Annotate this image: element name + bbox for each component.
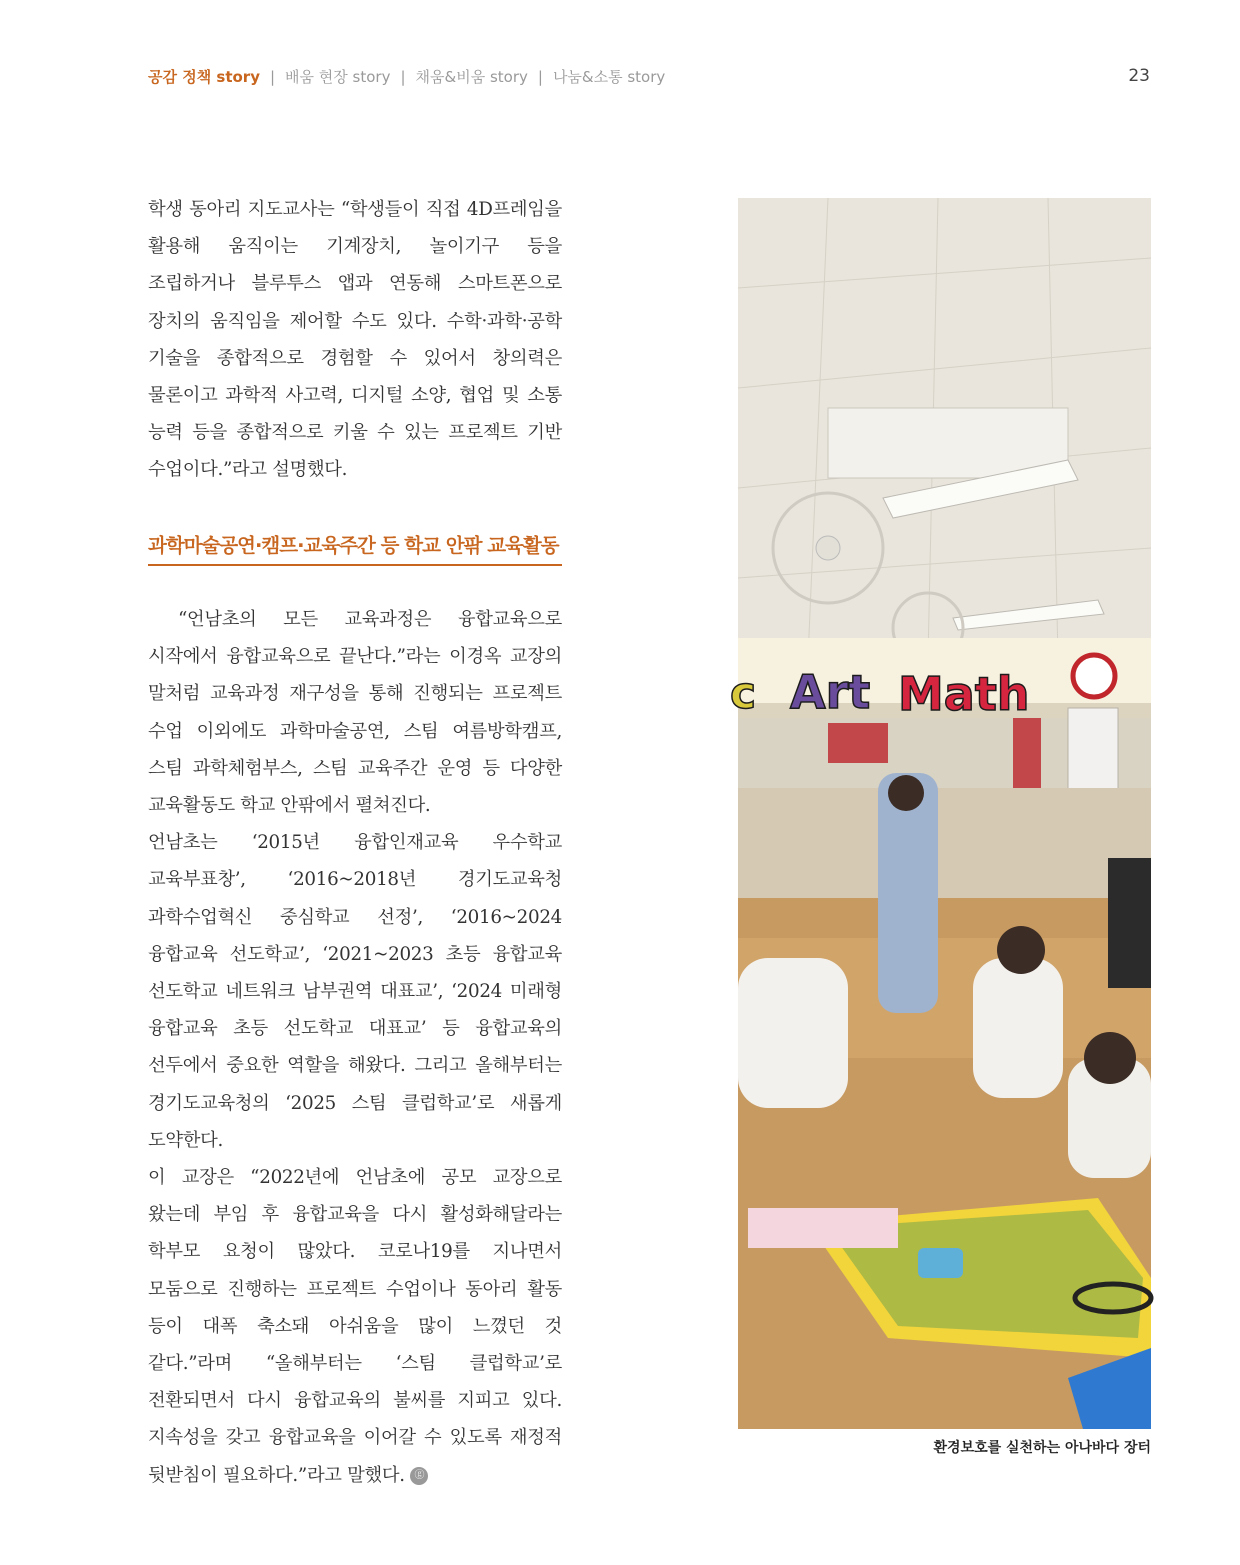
header-divider: | (400, 68, 406, 86)
header-divider: | (269, 68, 276, 86)
page-number: 23 (1128, 66, 1150, 86)
header-nav-item-fill-empty: 채움&비움 story (415, 68, 528, 86)
body-paragraph-1: 학생 동아리 지도교사는 “학생들이 직접 4D프레임을 활용해 움직이는 기계장치, 놀이기구 등을 조립하거나 블루투스 앱과 연동해 스마트폰으로 장치의 움직임을 제어할 수도 있다. 수학·과학·공학 기술을 종합적으로 경험할 수 있어서 창의력은 물론이고 과학적 사고력, 디지털 소양, 협업 및 소통 능력 등을 종합적으로 키울 수 있는 프로젝트 기반 수업이다.”라고 설명했다. (148, 199, 562, 481)
classroom-photo-illustration (730, 198, 1151, 1429)
header-divider: | (537, 68, 543, 86)
photo-caption: 환경보호를 실천하는 아나바다 장터 (933, 1440, 1151, 1456)
body-paragraph-4 (148, 1159, 562, 1494)
running-header (148, 66, 665, 87)
body-column-bottom (148, 601, 562, 1494)
header-nav-item-policy: 공감 정책 story (148, 68, 260, 86)
end-mark-icon: ⓖ (410, 1467, 428, 1485)
body-paragraph-2: “언남초의 모든 교육과정은 융합교육으로 시작에서 융합교육으로 끝난다.”라는 이경옥 교장의 말처럼 교육과정 재구성을 통해 진행되는 프로젝트 수업 이외에도 과학마술공연, 스팀 여름방학캠프, 스팀 과학체험부스, 스팀 교육주간 운영 등 다양한 교육활동도 학교 안팎에서 펼쳐진다. (148, 609, 562, 817)
section-subheading: 과학마술공연·캠프·교육주간 등 학교 안팎 교육활동 (148, 530, 562, 566)
header-nav-item-sharing: 나눔&소통 story (552, 68, 666, 86)
header-nav-item-learning: 배움 현장 story (285, 68, 391, 86)
body-paragraph-4-text: 이 교장은 “2022년에 언남초에 공모 교장으로 왔는데 부임 후 융합교육을 다시 활성화해달라는 학부모 요청이 많았다. 코로나19를 지나면서 모둠으로 진행하는 프로젝트 수업이나 동아리 활동 등이 대폭 축소돼 아쉬움을 많이 느꼈던 것 같다.”라며 “올해부터는 ‘스팀 클럽학교’로 전환되면서 다시 융합교육의 불씨를 지피고 있다. 지속성을 갖고 융합교육을 이어갈 수 있도록 재정적 뒷받침이 필요하다.”라고 말했다. (148, 1167, 562, 1486)
wall-letters-art: Art (790, 665, 871, 719)
wall-letters-math: Math (898, 667, 1030, 721)
classroom-photo (730, 198, 1151, 1429)
body-column-top (148, 191, 562, 489)
wall-letters-partial: c (730, 668, 757, 719)
body-paragraph-3: 언남초는 ‘2015년 융합인재교육 우수학교 교육부표창’, ‘2016~2018년 경기도교육청 과학수업혁신 중심학교 선정’, ‘2016~2024 융합교육 선도학교’, ‘2021~2023 초등 융합교육 선도학교 네트워크 남부권역 대표교’, ‘2024 미래형 융합교육 초등 선도학교 대표교’ 등 융합교육의 선두에서 중요한 역할을 해왔다. 그리고 올해부터는 경기도교육청의 ‘2025 스팀 클럽학교’로 새롭게 도약한다. (148, 832, 562, 1151)
